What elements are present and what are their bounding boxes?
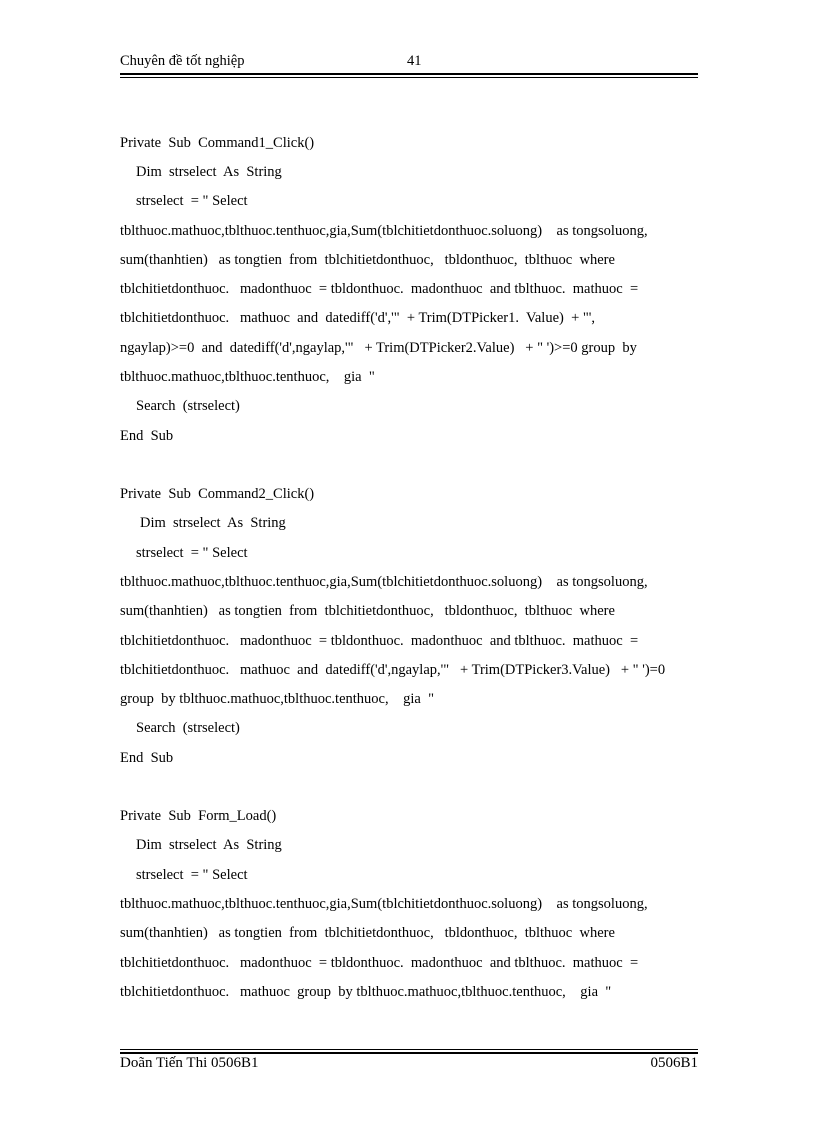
footer-code: 0506B1 (650, 1055, 698, 1071)
code-line: sum(thanhtien) as tongtien from tblchitietdonthuoc, tbldonthuoc, tblthuoc where (120, 252, 615, 268)
code-line: group by tblthuoc.mathuoc,tblthuoc.tenthuoc, gia " (120, 691, 434, 707)
page-number: 41 (407, 53, 422, 69)
code-line: tblchitietdonthuoc. mathuoc and datediff('d','" + Trim(DTPicker1. Value) + "', (120, 310, 596, 326)
code-line: tblchitietdonthuoc. mathuoc group by tblthuoc.mathuoc,tblthuoc.tenthuoc, gia " (120, 984, 612, 1000)
code-line: Private Sub Command1_Click() (120, 135, 315, 151)
code-line: ngaylap)>=0 and datediff('d',ngaylap,'" + Trim(DTPicker2.Value) + " ')>=0 group by (120, 340, 637, 356)
code-line: End Sub (120, 750, 174, 766)
header-rule-thin (120, 77, 698, 78)
code-line: tblthuoc.mathuoc,tblthuoc.tenthuoc,gia,Sum(tblchitietdonthuoc.soluong) as tongsoluong, (120, 574, 648, 590)
code-line: Private Sub Command2_Click() (120, 486, 315, 502)
page-footer (120, 1055, 698, 1075)
footer-author: Doãn Tiến Thi 0506B1 (120, 1055, 259, 1071)
code-line: tblchitietdonthuoc. madonthuoc = tbldonthuoc. madonthuoc and tblthuoc. mathuoc = (120, 633, 639, 649)
code-line: Dim strselect As String (136, 837, 282, 853)
code-line: strselect = " Select (136, 867, 248, 883)
code-line: tblthuoc.mathuoc,tblthuoc.tenthuoc,gia,Sum(tblchitietdonthuoc.soluong) as tongsoluong, (120, 896, 648, 912)
page-header (120, 53, 698, 73)
footer-rule-thick (120, 1052, 698, 1054)
code-line: strselect = " Select (136, 545, 248, 561)
footer-rule-thin (120, 1049, 698, 1050)
code-line: Search (strselect) (136, 720, 240, 736)
code-line: strselect = " Select (136, 193, 248, 209)
code-line: sum(thanhtien) as tongtien from tblchitietdonthuoc, tbldonthuoc, tblthuoc where (120, 925, 615, 941)
code-line: Dim strselect As String (136, 164, 282, 180)
header-title: Chuyên đề tốt nghiệp (120, 53, 245, 69)
code-line: Dim strselect As String (140, 515, 286, 531)
code-line: Search (strselect) (136, 398, 240, 414)
code-line: Private Sub Form_Load() (120, 808, 277, 824)
header-rule-thick (120, 73, 698, 75)
code-line: tblthuoc.mathuoc,tblthuoc.tenthuoc,gia,Sum(tblchitietdonthuoc.soluong) as tongsoluong, (120, 223, 648, 239)
code-line: tblchitietdonthuoc. mathuoc and datediff('d',ngaylap,'" + Trim(DTPicker3.Value) + " ')=0 (120, 662, 666, 678)
code-line: tblthuoc.mathuoc,tblthuoc.tenthuoc, gia " (120, 369, 375, 385)
code-line: End Sub (120, 428, 174, 444)
code-line: sum(thanhtien) as tongtien from tblchitietdonthuoc, tbldonthuoc, tblthuoc where (120, 603, 615, 619)
code-line: tblchitietdonthuoc. madonthuoc = tbldonthuoc. madonthuoc and tblthuoc. mathuoc = (120, 955, 639, 971)
code-line: tblchitietdonthuoc. madonthuoc = tbldonthuoc. madonthuoc and tblthuoc. mathuoc = (120, 281, 639, 297)
